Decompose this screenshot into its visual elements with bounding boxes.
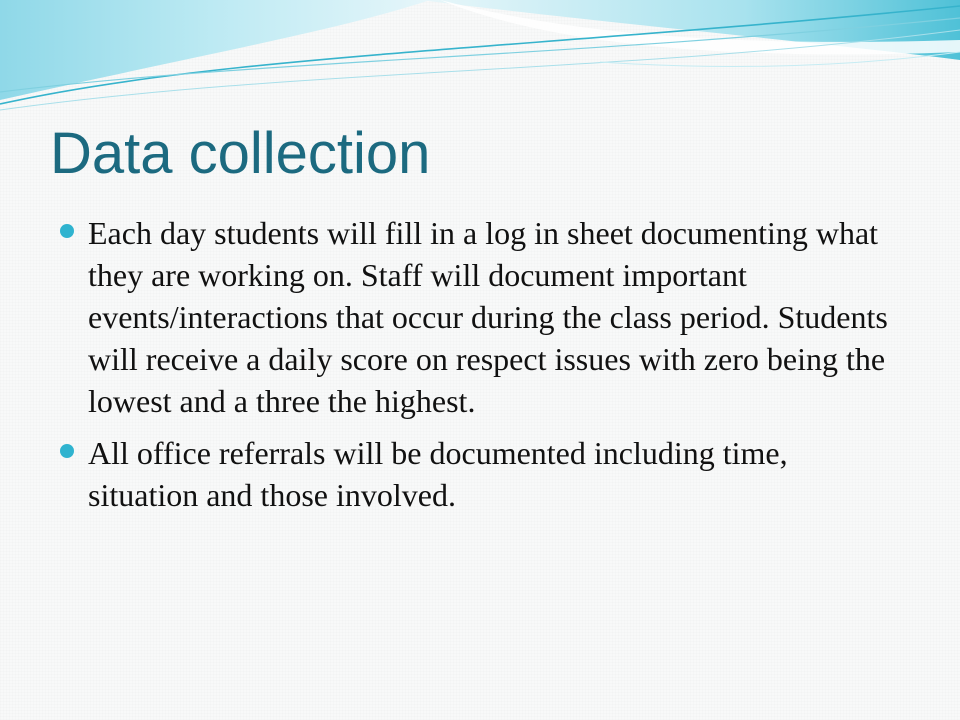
bullet-dot-icon: [60, 224, 74, 238]
bullet-text: Each day students will fill in a log in sheet documenting what they are working on. Staff will document important events/interactions that occur during the class period. Students will receive a daily score on respect issues with zero being the lowest and a three the highest.: [88, 215, 888, 419]
bullet-text: All office referrals will be documented including time, situation and those involved.: [88, 435, 788, 513]
header-wave-decoration: [0, 0, 960, 120]
bullet-list: [60, 212, 900, 526]
slide-title: Data collection: [50, 121, 431, 186]
bullet-dot-icon: [60, 444, 74, 458]
bullet-item: [60, 212, 900, 422]
bullet-item: [60, 432, 900, 516]
